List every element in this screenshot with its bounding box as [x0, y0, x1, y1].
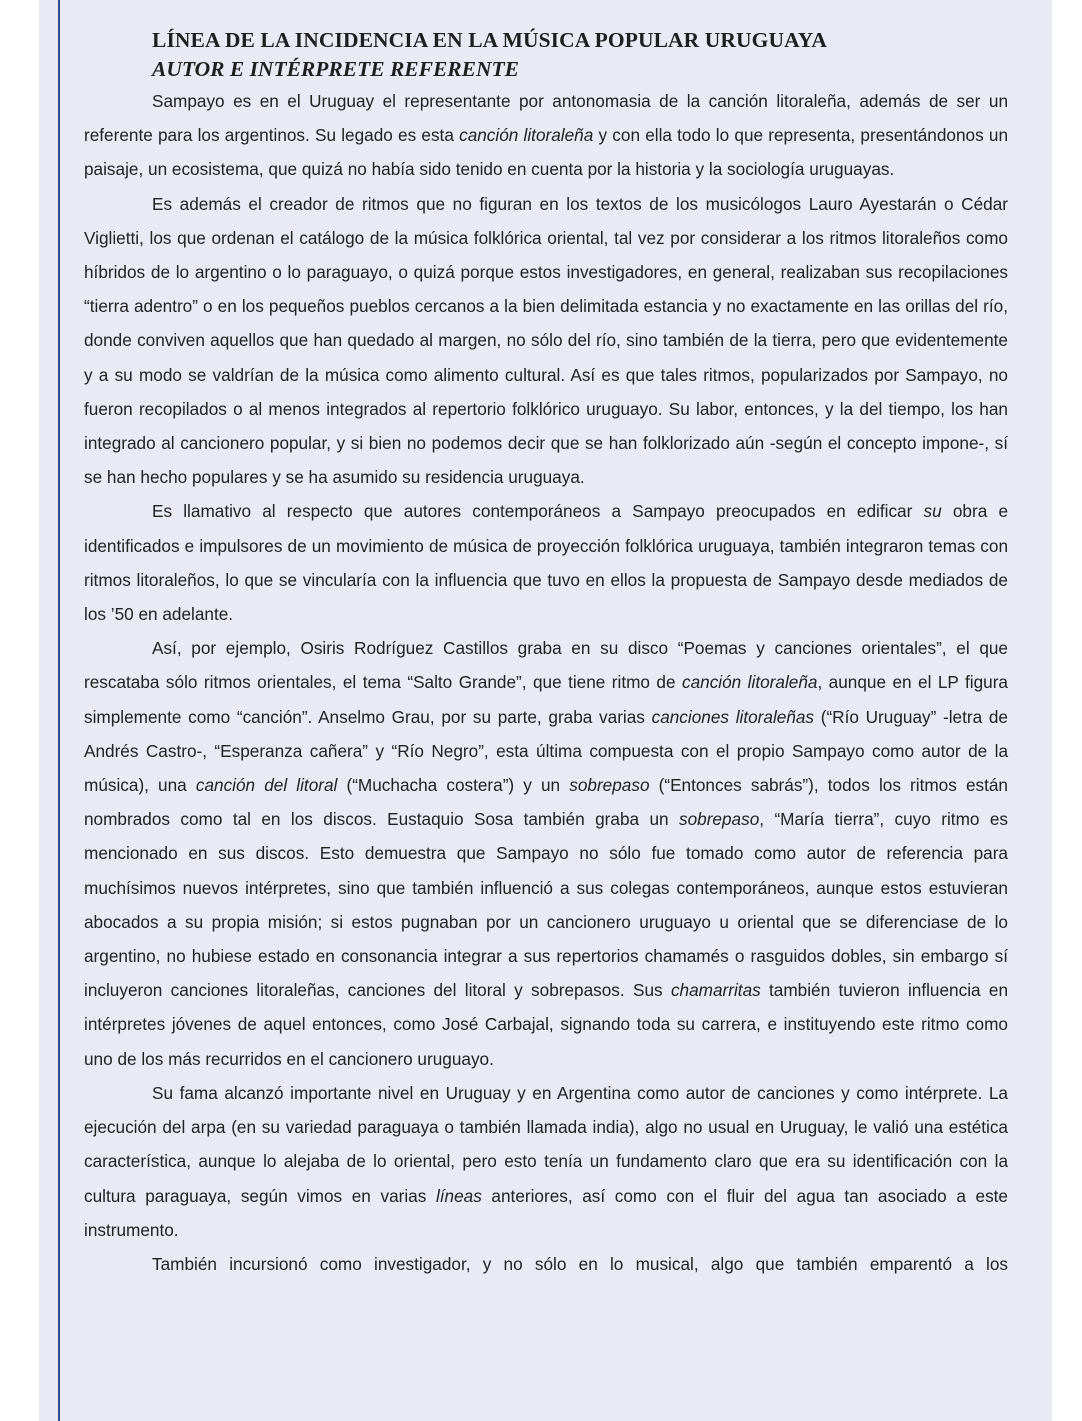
italic-text: sobrepaso [569, 775, 650, 796]
text-run: También incursionó como investigador, y no sólo en lo musical, algo que también emparentó a los [152, 1253, 1008, 1274]
text-run: (“Entonces sabrás”), todos los ritmos están nombrados como tal en los discos. Eustaquio Sosa también graba un [84, 775, 1008, 830]
italic-text: canción litoraleña [682, 672, 818, 693]
article [84, 26, 1008, 1281]
text-run: anteriores, así como con el fluir del agua tan asociado a este instrumento. [84, 1185, 1008, 1240]
paragraph [84, 1076, 1008, 1247]
italic-text: líneas [435, 1185, 482, 1206]
paragraph [84, 1247, 1008, 1281]
italic-text: canción litoraleña [459, 125, 594, 146]
text-run: , “María tierra”, cuyo ritmo es mencionado en sus discos. Esto demuestra que Sampayo no sólo fue tomado como autor de referencia para muchísimos nuevos intérpretes, sino que también influenció a sus colegas contemporáneos, aunque estos estuvieran abocados a su propia misión; si estos pugnaban por un cancionero uruguayo u oriental que se diferenciase de lo argentino, no hubiese estado en consonancia integrar a sus repertorios chamamés o rasguidos dobles, sin embargo sí incluyeron canciones litoraleñas, canciones del litoral y sobrepasos. Sus [84, 809, 1009, 1001]
italic-text: su [923, 501, 942, 522]
paragraph [84, 84, 1008, 187]
paragraph [84, 631, 1008, 1076]
section-subtitle: AUTOR E INTÉRPRETE REFERENTE [152, 57, 519, 81]
text-run: (“Río Uruguay” -letra de Andrés Castro-, “Esperanza cañera” y “Río Negro”, esta última compuesta con el propio Sampayo como autor de la música), una [84, 706, 1008, 796]
text-run: (“Muchacha costera”) y un [337, 775, 570, 796]
paragraph [84, 187, 1008, 495]
text-run: Su fama alcanzó importante nivel en Uruguay y en Argentina como autor de canciones y como intérprete. La ejecución del arpa (en su variedad paraguaya o también llamada india), algo no usual en Uruguay, le valió una estética característica, aunque lo alejaba de lo oriental, pero esto tenía un fundamento claro que era su identificación con la cultura paraguaya, según vimos en varias [84, 1082, 1008, 1206]
italic-text: sobrepaso [679, 809, 760, 830]
text-run: Sampayo es en el Uruguay el representante por antonomasia de la canción litoraleña, además de ser un referente para los argentinos. Su legado es esta [84, 91, 1008, 146]
italic-text: canción del litoral [195, 775, 338, 796]
text-run: Es llamativo al respecto que autores contemporáneos a Sampayo preocupados en edificar [152, 501, 924, 522]
text-run: , aunque en el LP figura simplemente como “canción”. Anselmo Grau, por su parte, graba varias [84, 672, 1008, 727]
text-run: y con ella todo lo que representa, presentándonos un paisaje, un ecosistema, que quizá no había sido tenido en cuenta por la historia y la sociología uruguayas. [84, 125, 1009, 180]
text-run: obra e identificados e impulsores de un movimiento de música de proyección folklórica uruguaya, también integraron temas con ritmos litoraleños, lo que se vincularía con la influencia que tuvo en ellos la propuesta de Sampayo desde mediados de los ’50 en adelante. [84, 501, 1009, 625]
text-run: también tuvieron influencia en intérpretes jóvenes de aquel entonces, como José Carbajal, signando toda su carrera, e instituyendo este ritmo como uno de los más recurridos en el cancionero uruguayo. [84, 980, 1009, 1069]
italic-text: canciones litoraleñas [651, 706, 815, 727]
text-run: Es además el creador de ritmos que no figuran en los textos de los musicólogos Lauro Ayestarán o Cédar Viglietti, los que ordenan el catálogo de la música folklórica oriental, tal vez por considerar a los ritmos litoraleños como híbridos de lo argentino o lo paraguayo, o quizá porque estos investigadores, en general, realizaban sus recopilaciones “tierra adentro” o en los pequeños pueblos cercanos a la bien delimitada estancia y no exactamente en las orillas del río, donde conviven aquellos que han quedado al margen, no sólo del río, sino también de la tierra, pero que evidentemente y a su modo se valdrían de la música como alimento cultural. Así es que tales ritmos, popularizados por Sampayo, no fueron recopilados o al menos integrados al repertorio folklórico uruguayo. Su labor, entonces, y la del tiempo, los han integrado al cancionero popular, y si bien no podemos decir que se han folklorizado aún -según el concepto impone-, sí se han hecho populares y se ha asumido su residencia uruguaya. [84, 193, 1008, 488]
article-body [84, 84, 1008, 1281]
text-run: Así, por ejemplo, Osiris Rodríguez Castillos graba en su disco “Poemas y canciones orientales”, el que rescataba sólo ritmos orientales, el tema “Salto Grande”, que tiene ritmo de [84, 638, 1008, 693]
margin-rule [58, 0, 60, 1421]
italic-text: chamarritas [670, 980, 761, 1001]
paragraph [84, 494, 1008, 631]
section-title: LÍNEA DE LA INCIDENCIA EN LA MÚSICA POPULAR URUGUAYA [152, 28, 828, 52]
